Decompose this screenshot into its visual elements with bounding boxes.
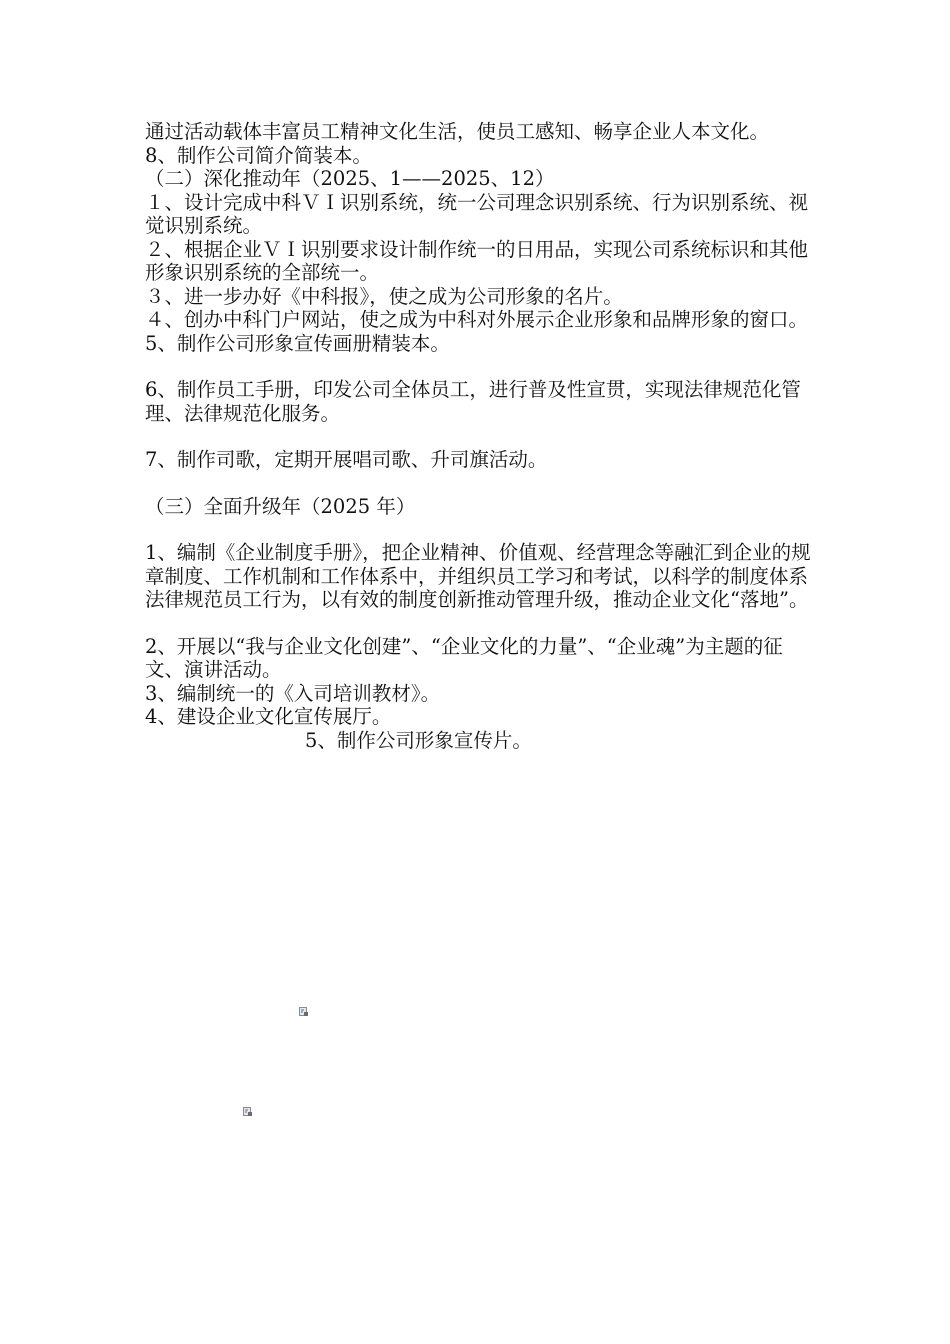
section-heading-upgrade: （三）全面升级年（2025 年） [145, 494, 416, 518]
broken-image-icon [243, 1107, 253, 1117]
paragraph-item-daily-goods: ２、根据企业ＶＩ识别要求设计制作统一的日用品，实现公司系统标识和其他形象识别系统的全部统一。 [145, 237, 809, 284]
spacer [145, 472, 815, 495]
paragraph-item-brochure: 5、制作公司形象宣传画册精装本。 [145, 331, 450, 355]
paragraph-item-newspaper: ３、进一步办好《中科报》，使之成为公司形象的名片。 [145, 284, 623, 308]
section-heading-deepen: （二）深化推动年（2025、1——2025、12） [145, 167, 555, 190]
paragraph-item-essay: 2、开展以“我与企业文化创建”、“企业文化的力量”、“企业魂”为主题的征文、演讲活动。 [145, 634, 783, 681]
paragraph-item-song: 7、制作司歌，定期开展唱司歌、升司旗活动。 [145, 448, 548, 471]
spacer [145, 612, 815, 635]
paragraph-activity-culture: 通过活动载体丰富员工精神文化生活，使员工感知、畅享企业人本文化。 [145, 120, 770, 143]
paragraph-item-exhibition: 4、建设企业文化宣传展厅。 [145, 705, 392, 728]
paragraph-item-video: 5、制作公司形象宣传片。 [305, 728, 532, 752]
spacer [145, 355, 815, 378]
spacer [145, 425, 815, 448]
spacer [145, 518, 815, 541]
document-body [145, 120, 815, 752]
paragraph-item-training: 3、编制统一的《入司培训教材》。 [145, 681, 441, 705]
broken-image-icon [299, 1007, 309, 1017]
paragraph-item-handbook: 6、制作员工手册，印发公司全体员工，进行普及性宣贯，实现法律规范化管理、法律规范化服务。 [145, 378, 801, 425]
paragraph-item-vi-system: １、设计完成中科ＶＩ识别系统，统一公司理念识别系统、行为识别系统、视觉识别系统。 [145, 190, 809, 237]
paragraph-item-portal: ４、创办中科门户网站，使之成为中科对外展示企业形象和品牌形象的窗口。 [145, 308, 809, 331]
paragraph-item-manual: 1、编制《企业制度手册》，把企业精神、价值观、经营理念等融汇到企业的规章制度、工作机制和工作体系中，并组织员工学习和考试，以科学的制度体系法律规范员工行为，以有效的制度创新推动管理升级，推动企业文化“落地”。 [145, 541, 811, 611]
paragraph-item-8: 8、制作公司简介简装本。 [145, 143, 372, 167]
